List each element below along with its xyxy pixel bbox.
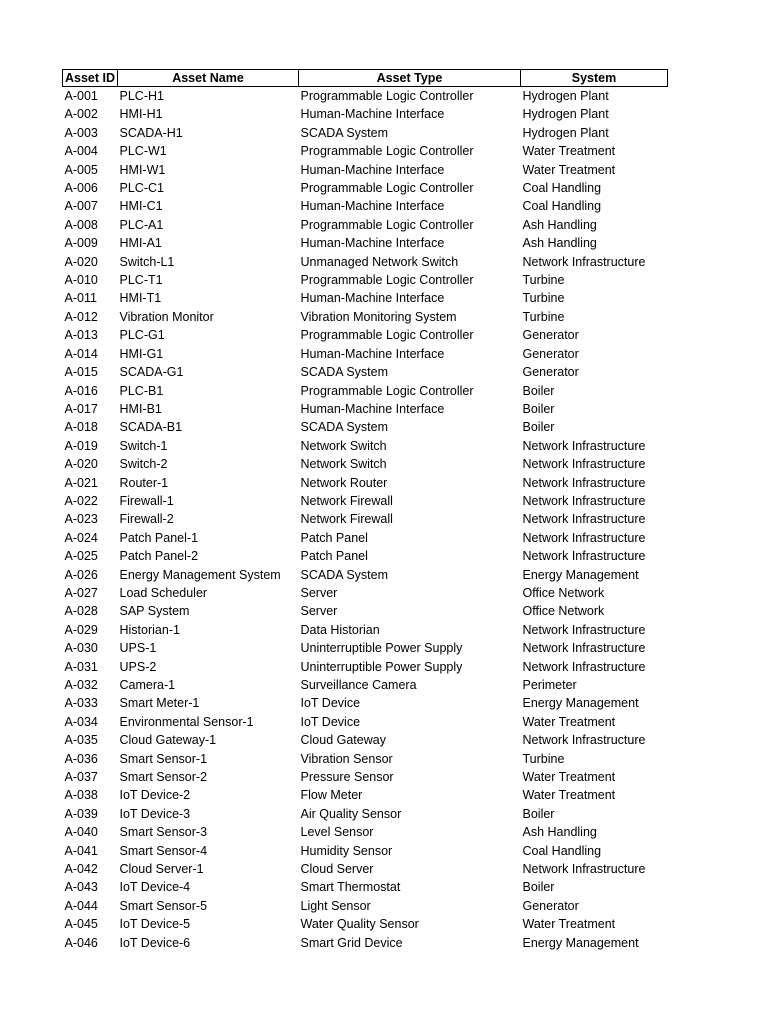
cell-system: Boiler: [522, 806, 555, 821]
cell-asset-type: SCADA System: [300, 365, 389, 380]
cell-system: Water Treatment: [522, 144, 616, 159]
cell-asset-id: A-025: [64, 549, 98, 564]
table-row: [63, 216, 668, 234]
cell-asset-type: Water Quality Sensor: [300, 917, 419, 932]
header-asset-type: Asset Type: [299, 70, 521, 87]
cell-asset-type: SCADA System: [300, 125, 389, 140]
cell-asset-type: Human-Machine Interface: [300, 401, 445, 416]
cell-system: Generator: [522, 328, 579, 343]
cell-system: Water Treatment: [522, 788, 616, 803]
cell-asset-type: Flow Meter: [300, 788, 363, 803]
table-row: [63, 326, 668, 344]
cell-asset-name: HMI-T1: [119, 291, 162, 306]
cell-system: Ash Handling: [522, 217, 597, 232]
cell-asset-id: A-035: [64, 733, 98, 748]
cell-system: Boiler: [522, 401, 555, 416]
cell-system: Turbine: [522, 273, 565, 288]
cell-system: Boiler: [522, 880, 555, 895]
cell-asset-name: PLC-B1: [119, 383, 164, 398]
cell-asset-id: A-009: [64, 236, 98, 251]
cell-asset-type: Programmable Logic Controller: [300, 383, 474, 398]
table-row: [63, 197, 668, 215]
table-row: [63, 87, 668, 106]
cell-asset-id: A-032: [64, 678, 98, 692]
cell-asset-type: Network Firewall: [300, 512, 393, 527]
cell-asset-type: Surveillance Camera: [300, 678, 417, 692]
cell-asset-name: SCADA-H1: [119, 125, 183, 140]
cell-system: Office Network: [522, 585, 605, 600]
cell-asset-type: IoT Device: [300, 714, 361, 729]
cell-asset-type: Level Sensor: [300, 825, 374, 840]
cell-asset-name: Camera-1: [119, 678, 176, 692]
cell-asset-name: Cloud Server-1: [119, 862, 204, 877]
cell-asset-name: Smart Sensor-5: [119, 898, 208, 913]
cell-asset-id: A-037: [64, 770, 98, 785]
cell-asset-type: Patch Panel: [300, 530, 368, 545]
cell-system: Water Treatment: [522, 770, 616, 785]
cell-asset-name: Patch Panel-2: [119, 549, 199, 564]
table-row: [63, 750, 668, 768]
table-row: [63, 805, 668, 823]
cell-system: Office Network: [522, 604, 605, 619]
cell-system: Turbine: [522, 751, 565, 766]
cell-system: Water Treatment: [522, 917, 616, 932]
cell-system: Energy Management: [522, 567, 639, 582]
cell-asset-type: Human-Machine Interface: [300, 236, 445, 251]
cell-asset-name: HMI-B1: [119, 401, 162, 416]
cell-asset-name: SAP System: [119, 604, 190, 619]
cell-asset-name: PLC-W1: [119, 144, 167, 159]
cell-asset-type: Vibration Sensor: [300, 751, 393, 766]
table-row: [63, 529, 668, 547]
table-row: [63, 768, 668, 786]
cell-asset-name: HMI-G1: [119, 346, 164, 361]
cell-asset-type: Smart Grid Device: [300, 935, 403, 950]
cell-asset-type: Network Switch: [300, 457, 387, 472]
cell-asset-type: Server: [300, 585, 338, 600]
cell-system: Network Infrastructure: [522, 862, 646, 877]
table-row: [63, 345, 668, 363]
cell-system: Ash Handling: [522, 825, 597, 840]
cell-asset-id: A-015: [64, 365, 98, 380]
cell-asset-id: A-012: [64, 309, 98, 324]
cell-asset-name: Switch-L1: [119, 254, 175, 269]
table-row: [63, 400, 668, 418]
table-row: [63, 474, 668, 492]
table-row: [63, 492, 668, 510]
cell-system: Hydrogen Plant: [522, 107, 609, 122]
table-row: [63, 897, 668, 915]
cell-asset-name: Switch-2: [119, 457, 168, 472]
cell-asset-id: A-016: [64, 383, 98, 398]
table-row: [63, 566, 668, 584]
cell-system: Turbine: [522, 309, 565, 324]
asset-inventory-sheet: [62, 69, 667, 952]
table-row: [63, 713, 668, 731]
cell-asset-name: IoT Device-6: [119, 935, 191, 950]
cell-asset-name: SCADA-G1: [119, 365, 184, 380]
cell-asset-id: A-028: [64, 604, 98, 619]
cell-asset-id: A-004: [64, 144, 98, 159]
cell-asset-type: Cloud Server: [300, 862, 374, 877]
table-row: [63, 455, 668, 473]
cell-asset-type: Patch Panel: [300, 549, 368, 564]
table-row: [63, 731, 668, 749]
cell-system: Hydrogen Plant: [522, 125, 609, 140]
table-row: [63, 658, 668, 676]
table-row: [63, 179, 668, 197]
cell-asset-name: HMI-W1: [119, 162, 166, 177]
asset-table: [62, 69, 668, 952]
cell-system: Water Treatment: [522, 162, 616, 177]
table-row: [63, 915, 668, 933]
cell-asset-name: UPS-2: [119, 659, 157, 674]
cell-asset-type: SCADA System: [300, 420, 389, 435]
cell-asset-name: SCADA-B1: [119, 420, 183, 435]
cell-asset-id: A-026: [64, 567, 98, 582]
table-row: [63, 676, 668, 694]
table-row: [63, 142, 668, 160]
cell-system: Network Infrastructure: [522, 641, 646, 656]
table-row: [63, 161, 668, 179]
cell-asset-id: A-044: [64, 898, 98, 913]
cell-system: Boiler: [522, 383, 555, 398]
cell-system: Hydrogen Plant: [522, 89, 609, 103]
cell-asset-id: A-040: [64, 825, 98, 840]
cell-asset-id: A-018: [64, 420, 98, 435]
cell-asset-id: A-005: [64, 162, 98, 177]
header-row: [63, 70, 668, 87]
cell-asset-id: A-046: [64, 935, 98, 950]
cell-system: Network Infrastructure: [522, 457, 646, 472]
cell-asset-name: PLC-G1: [119, 328, 165, 343]
cell-asset-id: A-010: [64, 273, 98, 288]
cell-asset-name: Load Scheduler: [119, 585, 208, 600]
table-row: [63, 621, 668, 639]
cell-asset-type: Programmable Logic Controller: [300, 328, 474, 343]
cell-asset-id: A-027: [64, 585, 98, 600]
cell-asset-name: Smart Meter-1: [119, 696, 200, 711]
table-row: [63, 934, 668, 952]
cell-asset-type: Light Sensor: [300, 898, 371, 913]
cell-asset-id: A-031: [64, 659, 98, 674]
table-row: [63, 437, 668, 455]
cell-asset-id: A-013: [64, 328, 98, 343]
cell-asset-id: A-020: [64, 254, 98, 269]
cell-asset-type: Server: [300, 604, 338, 619]
cell-asset-id: A-030: [64, 641, 98, 656]
cell-asset-name: Firewall-1: [119, 493, 174, 508]
table-row: [63, 823, 668, 841]
cell-asset-name: Patch Panel-1: [119, 530, 199, 545]
cell-system: Ash Handling: [522, 236, 597, 251]
cell-asset-name: PLC-H1: [119, 89, 164, 103]
cell-asset-type: Programmable Logic Controller: [300, 273, 474, 288]
cell-asset-name: Smart Sensor-2: [119, 770, 208, 785]
cell-asset-name: Cloud Gateway-1: [119, 733, 217, 748]
cell-asset-type: Cloud Gateway: [300, 733, 386, 748]
table-row: [63, 694, 668, 712]
header-asset-name: Asset Name: [118, 70, 299, 87]
table-row: [63, 105, 668, 123]
cell-asset-id: A-033: [64, 696, 98, 711]
table-row: [63, 547, 668, 565]
cell-asset-type: Unmanaged Network Switch: [300, 254, 459, 269]
cell-asset-name: Smart Sensor-4: [119, 843, 208, 858]
cell-system: Network Infrastructure: [522, 549, 646, 564]
cell-system: Energy Management: [522, 935, 639, 950]
cell-asset-type: Humidity Sensor: [300, 843, 393, 858]
cell-asset-id: A-003: [64, 125, 98, 140]
cell-asset-id: A-024: [64, 530, 98, 545]
cell-asset-id: A-020: [64, 457, 98, 472]
cell-asset-name: UPS-1: [119, 641, 157, 656]
table-row: [63, 253, 668, 271]
cell-asset-id: A-001: [64, 89, 98, 103]
table-row: [63, 584, 668, 602]
table-row: [63, 382, 668, 400]
cell-asset-id: A-041: [64, 843, 98, 858]
cell-asset-name: Energy Management System: [119, 567, 281, 582]
cell-system: Perimeter: [522, 678, 577, 692]
table-row: [63, 786, 668, 804]
cell-asset-name: Environmental Sensor-1: [119, 714, 254, 729]
cell-asset-type: IoT Device: [300, 696, 361, 711]
cell-asset-id: A-038: [64, 788, 98, 803]
cell-system: Coal Handling: [522, 843, 602, 858]
table-row: [63, 878, 668, 896]
cell-asset-type: Human-Machine Interface: [300, 199, 445, 214]
cell-asset-name: Router-1: [119, 475, 169, 490]
cell-asset-id: A-029: [64, 622, 98, 637]
cell-asset-name: IoT Device-5: [119, 917, 191, 932]
cell-asset-name: IoT Device-2: [119, 788, 191, 803]
cell-asset-type: Pressure Sensor: [300, 770, 394, 785]
cell-asset-type: Human-Machine Interface: [300, 107, 445, 122]
cell-system: Coal Handling: [522, 181, 602, 196]
table-row: [63, 289, 668, 307]
cell-system: Turbine: [522, 291, 565, 306]
cell-asset-name: HMI-H1: [119, 107, 163, 122]
cell-asset-id: A-011: [64, 291, 97, 306]
cell-asset-name: Historian-1: [119, 622, 180, 637]
cell-asset-id: A-002: [64, 107, 98, 122]
cell-asset-name: HMI-C1: [119, 199, 163, 214]
table-row: [63, 842, 668, 860]
cell-asset-name: Smart Sensor-3: [119, 825, 208, 840]
cell-asset-id: A-007: [64, 199, 98, 214]
cell-asset-type: Smart Thermostat: [300, 880, 401, 895]
cell-asset-type: Programmable Logic Controller: [300, 181, 474, 196]
cell-asset-id: A-008: [64, 217, 98, 232]
cell-asset-name: PLC-C1: [119, 181, 164, 196]
cell-asset-name: IoT Device-3: [119, 806, 191, 821]
cell-asset-type: Uninterruptible Power Supply: [300, 659, 463, 674]
cell-asset-id: A-042: [64, 862, 98, 877]
cell-asset-type: Network Router: [300, 475, 388, 490]
table-row: [63, 510, 668, 528]
header-asset-id: Asset ID: [63, 70, 118, 87]
table-row: [63, 124, 668, 142]
cell-asset-type: Human-Machine Interface: [300, 346, 445, 361]
cell-asset-type: Programmable Logic Controller: [300, 217, 474, 232]
cell-asset-type: Air Quality Sensor: [300, 806, 402, 821]
cell-asset-name: IoT Device-4: [119, 880, 191, 895]
cell-asset-name: HMI-A1: [119, 236, 162, 251]
cell-system: Generator: [522, 346, 579, 361]
cell-system: Network Infrastructure: [522, 438, 646, 453]
cell-asset-type: Human-Machine Interface: [300, 291, 445, 306]
cell-asset-id: A-017: [64, 401, 98, 416]
cell-asset-name: Switch-1: [119, 438, 168, 453]
table-row: [63, 308, 668, 326]
cell-asset-type: Human-Machine Interface: [300, 162, 445, 177]
cell-asset-id: A-021: [64, 475, 98, 490]
cell-asset-id: A-023: [64, 512, 98, 527]
table-row: [63, 363, 668, 381]
table-row: [63, 418, 668, 436]
cell-system: Network Infrastructure: [522, 622, 646, 637]
table-row: [63, 639, 668, 657]
cell-asset-type: Data Historian: [300, 622, 380, 637]
cell-asset-name: Firewall-2: [119, 512, 174, 527]
cell-asset-type: Programmable Logic Controller: [300, 144, 474, 159]
table-row: [63, 602, 668, 620]
cell-system: Network Infrastructure: [522, 659, 646, 674]
cell-asset-name: PLC-T1: [119, 273, 163, 288]
cell-asset-id: A-014: [64, 346, 98, 361]
cell-asset-id: A-034: [64, 714, 98, 729]
cell-system: Network Infrastructure: [522, 475, 646, 490]
cell-asset-type: Vibration Monitoring System: [300, 309, 457, 324]
cell-system: Network Infrastructure: [522, 493, 646, 508]
cell-asset-type: Network Switch: [300, 438, 387, 453]
cell-asset-id: A-006: [64, 181, 98, 196]
table-body: [63, 87, 668, 953]
cell-asset-name: Smart Sensor-1: [119, 751, 208, 766]
cell-asset-id: A-036: [64, 751, 98, 766]
table-row: [63, 234, 668, 252]
cell-system: Network Infrastructure: [522, 512, 646, 527]
cell-asset-type: SCADA System: [300, 567, 389, 582]
cell-asset-type: Programmable Logic Controller: [300, 89, 474, 103]
cell-asset-id: A-022: [64, 493, 98, 508]
cell-asset-id: A-039: [64, 806, 98, 821]
cell-system: Generator: [522, 365, 579, 380]
cell-asset-name: Vibration Monitor: [119, 309, 214, 324]
cell-system: Energy Management: [522, 696, 639, 711]
cell-system: Water Treatment: [522, 714, 616, 729]
cell-asset-type: Uninterruptible Power Supply: [300, 641, 463, 656]
cell-asset-name: PLC-A1: [119, 217, 164, 232]
cell-asset-id: A-019: [64, 438, 98, 453]
cell-system: Coal Handling: [522, 199, 602, 214]
table-row: [63, 271, 668, 289]
cell-system: Network Infrastructure: [522, 254, 646, 269]
cell-asset-id: A-043: [64, 880, 98, 895]
cell-system: Network Infrastructure: [522, 530, 646, 545]
cell-asset-id: A-045: [64, 917, 98, 932]
table-row: [63, 860, 668, 878]
cell-system: Boiler: [522, 420, 555, 435]
cell-system: Generator: [522, 898, 579, 913]
cell-asset-type: Network Firewall: [300, 493, 393, 508]
header-system: System: [521, 70, 668, 87]
cell-system: Network Infrastructure: [522, 733, 646, 748]
